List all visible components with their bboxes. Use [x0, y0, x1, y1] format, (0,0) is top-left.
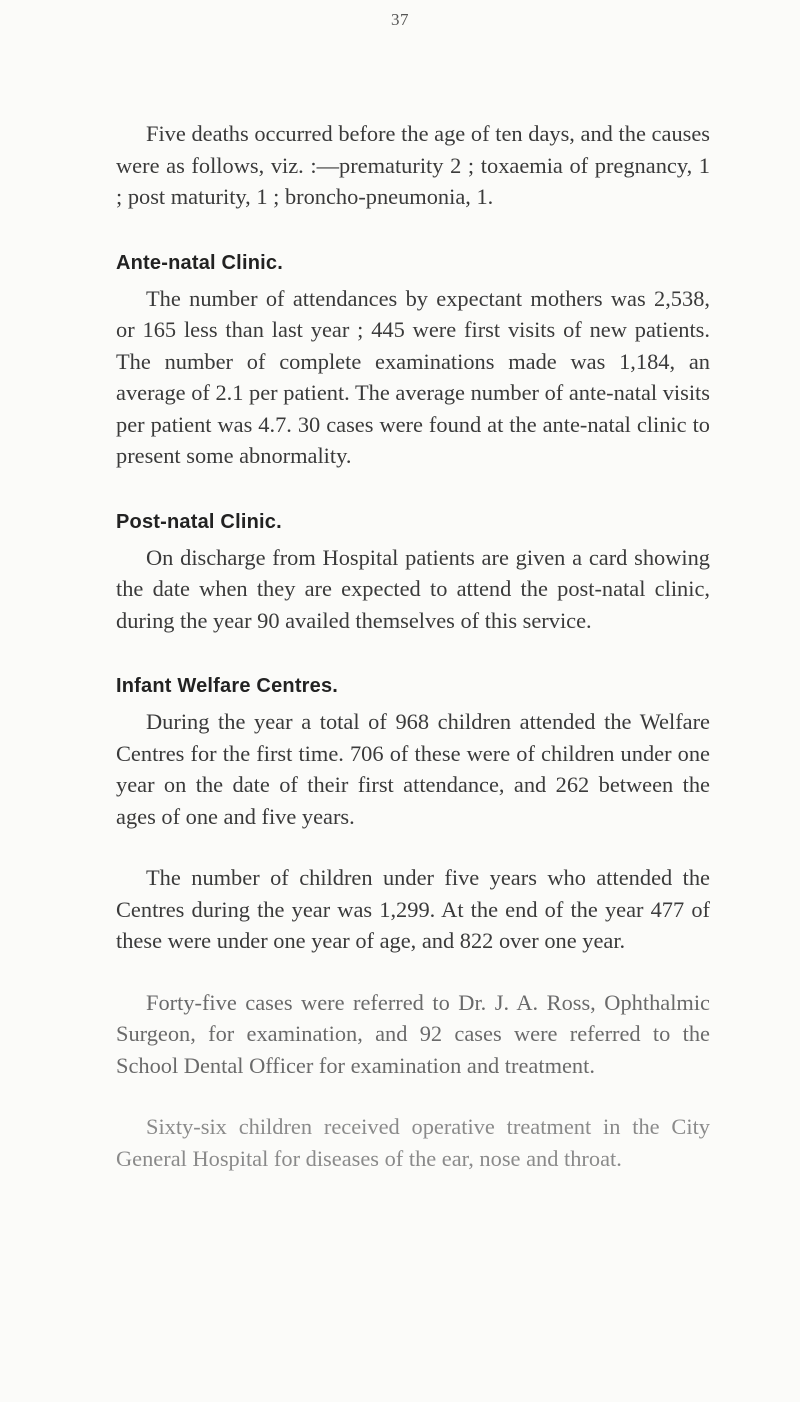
postnatal-clinic-heading: Post-natal Clinic.	[116, 510, 282, 533]
infant-welfare-paragraph-1: During the year a total of 968 children attended the Welfare Centres for the first time. 706 of these were of children under one year on the date of their first attendance, and 262 between the ages of one and five years.	[116, 709, 710, 829]
page-number: 37	[391, 10, 409, 29]
infant-welfare-heading: Infant Welfare Centres.	[116, 675, 339, 697]
antenatal-clinic-section	[116, 251, 710, 472]
infant-welfare-paragraph-2: The number of children under five years who attended the Centres during the year was 1,299. At the end of the year 477 of these were under one year of age, and 822 over one year.	[116, 865, 710, 953]
infant-welfare-paragraph-4: Sixty-six children received operative treatment in the City General Hospital for diseases of the ear, nose and throat.	[116, 1114, 710, 1171]
infant-welfare-paragraph-3: Forty-five cases were referred to Dr. J. A. Ross, Ophthalmic Surgeon, for examination, and 92 cases were referred to the School Dental Officer for examination and treatment.	[116, 989, 710, 1078]
postnatal-clinic-section	[116, 510, 710, 637]
infant-welfare-section	[116, 674, 710, 1174]
page-body	[116, 118, 710, 1174]
postnatal-clinic-paragraph: On discharge from Hospital patients are given a card showing the date when they are expected to attend the post-natal clinic, during the year 90 availed themselves of this service.	[116, 544, 710, 633]
antenatal-clinic-paragraph: The number of attendances by expectant mothers was 2,538, or 165 less than last year ; 445 were first visits of new patients. The number of complete examinations made was 1,184, an average of 2.1 per patient. The average number of ante-natal visits per patient was 4.7. 30 cases were found at the ante-natal clinic to present some abnormality.	[116, 285, 710, 468]
antenatal-clinic-heading: Ante-natal Clinic.	[116, 251, 283, 274]
intro-paragraph: Five deaths occurred before the age of ten days, and the causes were as follows, viz. :—prematurity 2 ; toxaemia of pregnancy, 1 ; post maturity, 1 ; broncho-pneumonia, 1.	[116, 121, 710, 209]
